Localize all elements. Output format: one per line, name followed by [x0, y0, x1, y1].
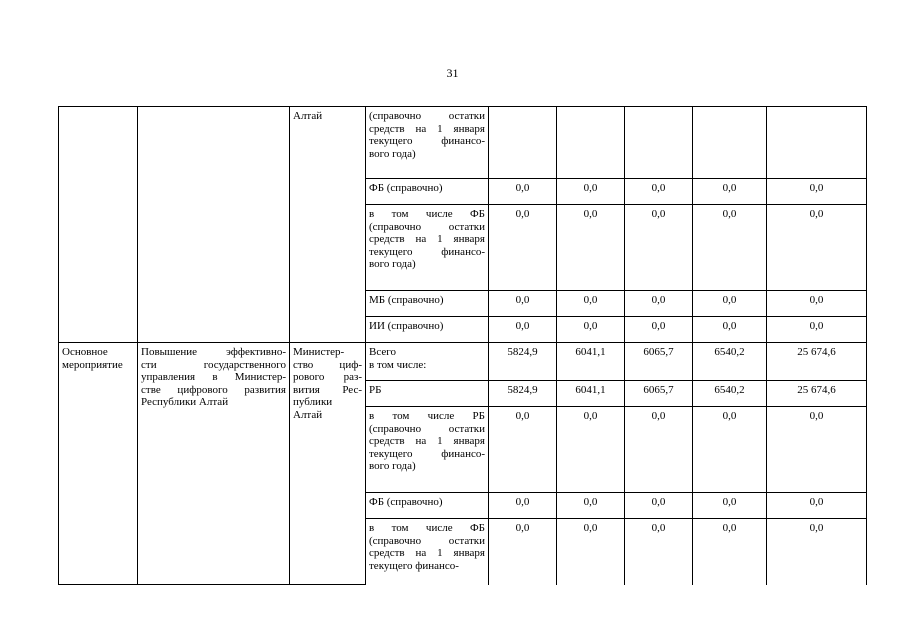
value-cell: 0,0 [489, 317, 557, 343]
text-line: публики [293, 396, 333, 408]
table-row [59, 343, 867, 381]
text-line: в том числе: [369, 358, 427, 371]
value-cell: 0,0 [557, 493, 625, 519]
value-cell: 0,0 [767, 519, 867, 585]
text-line: сти государственного [141, 358, 286, 371]
text-line: текущего финансо- [369, 447, 485, 460]
funding-source-cell [366, 381, 489, 407]
value-cell: 0,0 [767, 205, 867, 291]
value-cell: 0,0 [557, 317, 625, 343]
value-cell [557, 107, 625, 179]
value-cell: 0,0 [625, 179, 693, 205]
budget-table [58, 106, 867, 585]
text-line: рового раз- [293, 371, 362, 383]
executor-cell [290, 343, 366, 585]
value-cell: 0,0 [767, 493, 867, 519]
value-cell: 6065,7 [625, 381, 693, 407]
text-line: РБ [369, 384, 382, 396]
value-cell: 0,0 [489, 205, 557, 291]
text-line: средств на 1 января [369, 233, 485, 245]
funding-source-cell [366, 493, 489, 519]
value-cell: 0,0 [557, 205, 625, 291]
text-line: (справочно остатки [369, 220, 485, 233]
value-cell: 0,0 [557, 519, 625, 585]
type-cell [59, 107, 138, 343]
text-line: вого года) [369, 460, 416, 472]
value-cell: 0,0 [767, 179, 867, 205]
text-line: стве цифрового развития [141, 383, 286, 396]
value-cell: 0,0 [693, 179, 767, 205]
value-cell: 0,0 [489, 179, 557, 205]
text-line: текущего финансо- [369, 135, 485, 147]
text-line: Основное [62, 346, 108, 358]
text-line: вого года) [369, 258, 416, 270]
funding-source-cell [366, 205, 489, 291]
text-line: управления в Министер- [141, 371, 286, 383]
value-cell: 0,0 [767, 317, 867, 343]
funding-source-cell [366, 343, 489, 381]
value-cell: 0,0 [625, 407, 693, 493]
text-line: вого года) [369, 147, 416, 160]
table-body [59, 107, 867, 585]
text-line: средств на 1 января [369, 122, 485, 135]
value-cell: 25 674,6 [767, 381, 867, 407]
value-cell: 0,0 [557, 291, 625, 317]
text-line: вития Рес- [293, 383, 362, 396]
value-cell: 6540,2 [693, 381, 767, 407]
type-cell [59, 343, 138, 585]
value-cell [489, 107, 557, 179]
text-line: в том числе ФБ [369, 208, 485, 220]
text-line: в том числе ФБ [369, 522, 485, 534]
table-row [59, 107, 867, 179]
text-line: Повышение эффективно- [141, 346, 286, 358]
value-cell: 0,0 [693, 205, 767, 291]
value-cell: 0,0 [557, 407, 625, 493]
value-cell: 25 674,6 [767, 343, 867, 381]
text-line: Республики Алтай [141, 396, 229, 408]
value-cell: 6041,1 [557, 381, 625, 407]
value-cell: 0,0 [489, 519, 557, 585]
value-cell: 5824,9 [489, 381, 557, 407]
name-cell [138, 107, 290, 343]
text-line: Всего [369, 346, 396, 358]
value-cell: 0,0 [693, 519, 767, 585]
text-line: МБ (справочно) [369, 294, 444, 306]
page-number: 31 [446, 66, 459, 80]
funding-source-cell [366, 407, 489, 493]
funding-source-cell [366, 317, 489, 343]
value-cell: 0,0 [625, 291, 693, 317]
value-cell: 0,0 [489, 493, 557, 519]
funding-source-cell [366, 107, 489, 179]
text-line: (справочно остатки [369, 110, 485, 122]
value-cell: 6065,7 [625, 343, 693, 381]
text-line: ИИ (справочно) [369, 320, 444, 332]
value-cell [767, 107, 867, 179]
value-cell: 0,0 [489, 291, 557, 317]
text-line: текущего финансо- [369, 245, 485, 258]
value-cell: 0,0 [625, 317, 693, 343]
value-cell: 6041,1 [557, 343, 625, 381]
text-line: мероприятие [62, 358, 123, 371]
text-line: ФБ (справочно) [369, 496, 443, 508]
text-line: ФБ (справочно) [369, 182, 443, 194]
value-cell: 0,0 [489, 407, 557, 493]
text-line: Министер- [293, 346, 345, 358]
text-line: средств на 1 января [369, 435, 485, 447]
value-cell: 0,0 [693, 291, 767, 317]
value-cell: 0,0 [693, 407, 767, 493]
value-cell [693, 107, 767, 179]
value-cell [625, 107, 693, 179]
text-line: средств на 1 января [369, 547, 485, 559]
text-line: (справочно остатки [369, 534, 485, 547]
value-cell: 6540,2 [693, 343, 767, 381]
text-line: Алтай [293, 408, 323, 421]
executor-cell: Алтай [290, 107, 366, 343]
funding-source-cell [366, 519, 489, 585]
value-cell: 0,0 [693, 317, 767, 343]
value-cell: 0,0 [625, 493, 693, 519]
funding-source-cell [366, 179, 489, 205]
value-cell: 5824,9 [489, 343, 557, 381]
funding-source-cell [366, 291, 489, 317]
text-line: ство циф- [293, 358, 362, 371]
text-line: (справочно остатки [369, 422, 485, 435]
text-line: в том числе РБ [369, 410, 485, 422]
value-cell: 0,0 [625, 519, 693, 585]
name-cell [138, 343, 290, 585]
value-cell: 0,0 [693, 493, 767, 519]
text-line: текущего финансо- [369, 559, 459, 572]
value-cell: 0,0 [557, 179, 625, 205]
value-cell: 0,0 [625, 205, 693, 291]
value-cell: 0,0 [767, 407, 867, 493]
value-cell: 0,0 [767, 291, 867, 317]
